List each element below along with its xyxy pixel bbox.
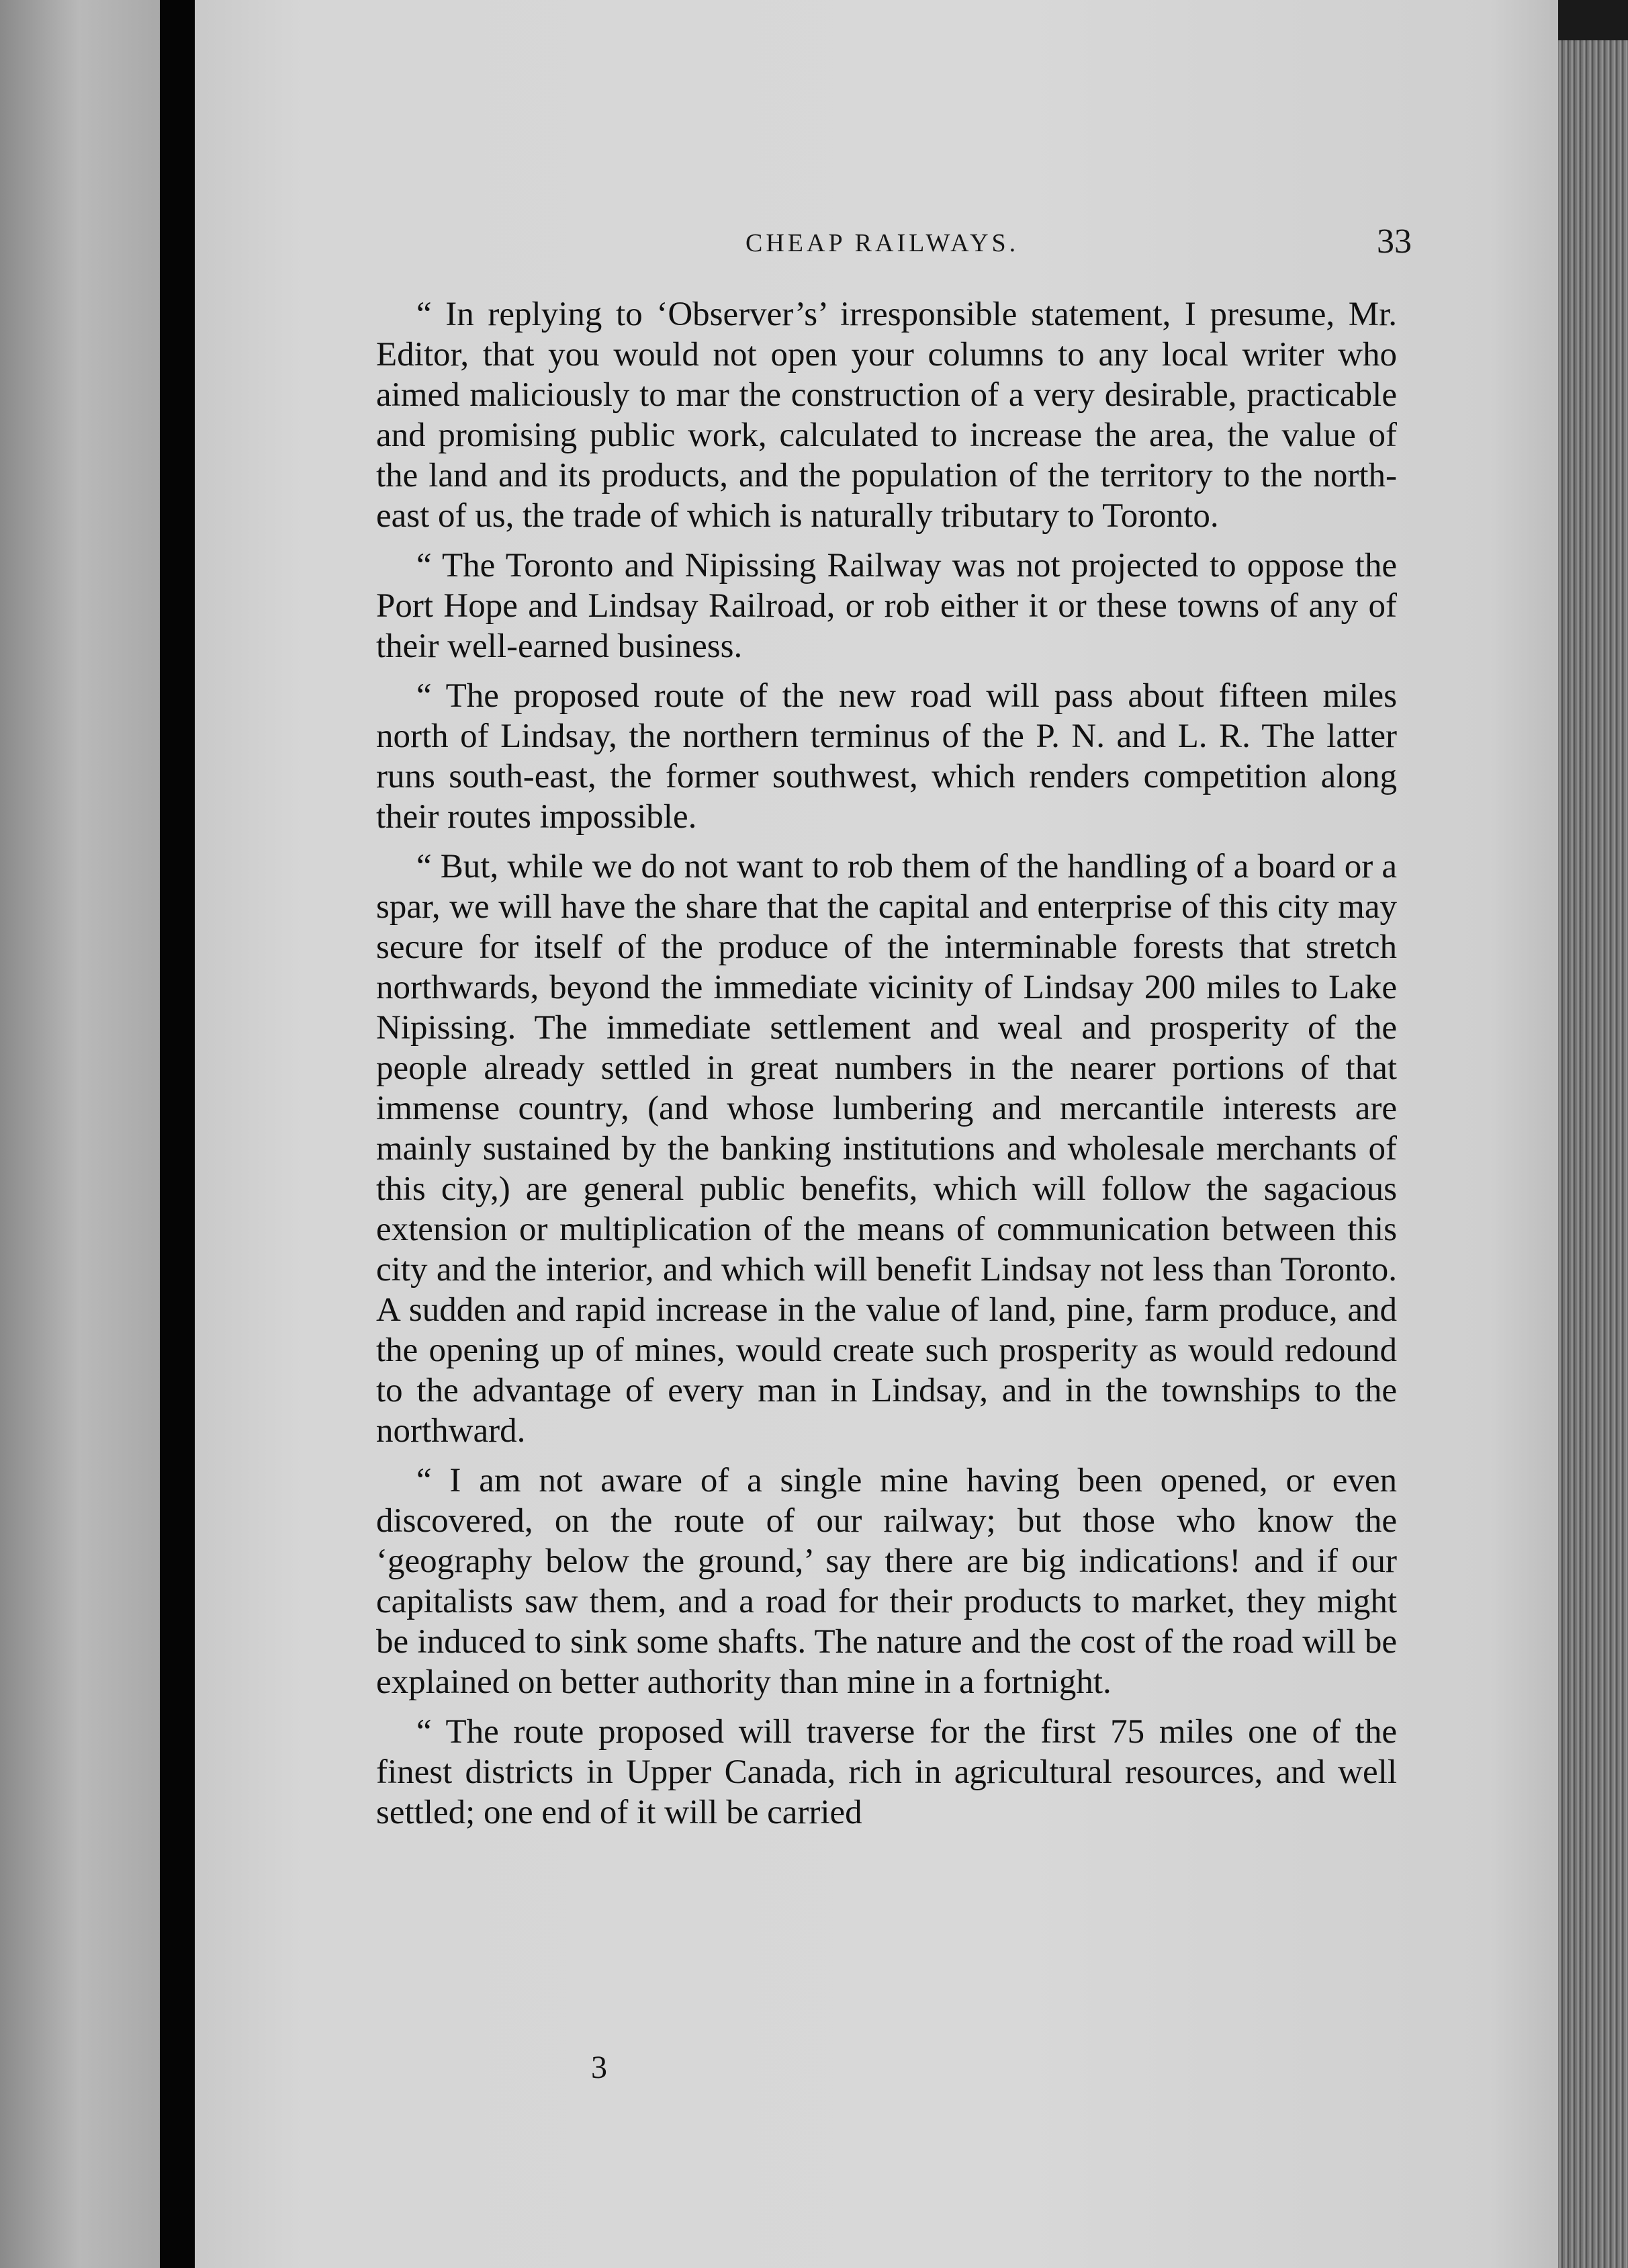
book-gutter — [160, 0, 195, 2268]
running-head: CHEAP RAILWAYS. — [745, 229, 1020, 257]
signature-mark: 3 — [591, 2050, 607, 2085]
paragraph: “ The route proposed will traverse for the first 75 miles one of the finest districts in Upper Canada, rich in agricultural resources, and well settled; one end of it will be carried — [376, 1713, 1397, 1831]
paragraph: “ The proposed route of the new road will pass about fifteen miles north of Lindsay, the northern terminus of the P. N. and L. R. The latter runs south-east, the former southwest, which renders competition along their routes impossible. — [376, 677, 1397, 836]
paragraph: “ In replying to ‘Observer’s’ irresponsible statement, I presume, Mr. Editor, that you would not open your columns to any local writer who aimed maliciously to mar the construction of a very desirable, practicable and promising public work, calculated to increase the area, the value of the land and its products, and the population of the territory to the north-east of us, the trade of which is naturally tributary to Toronto. — [376, 296, 1397, 535]
page-stack-edges — [1558, 40, 1628, 2268]
previous-page-edge — [0, 0, 160, 2268]
paragraph: “ I am not aware of a single mine having been opened, or even discovered, on the route of our railway; but those who know the ‘geography below the ground,’ say there are big indications! and if our capitalists saw them, and a road for their products to market, they might be induced to sink some shafts. The nature and the cost of the road will be explained on better authority than mine in a fortnight. — [376, 1462, 1397, 1701]
paragraph: “ But, while we do not want to rob them of the handling of a board or a spar, we will have the share that the capital and enterprise of this city may secure for itself of the produce of the interminable forests that stretch northwards, beyond the immediate vicinity of Lindsay 200 miles to Lake Nipissing. The immediate settlement and weal and prosperity of the people already settled in great numbers in the nearer portions of that immense country, (and whose lumbering and mercantile interests are mainly sustained by the banking institutions and wholesale merchants of this city,) are general public benefits, which will follow the sagacious extension or multiplication of the means of communication between this city and the interior, and which will benefit Lindsay not less than Toronto. A sudden and rapid increase in the value of land, pine, farm produce, and the opening up of mines, would create such prosperity as would redound to the advantage of every man in Lindsay, and in the townships to the northward. — [376, 848, 1397, 1450]
paragraph: “ The Toronto and Nipissing Railway was not projected to oppose the Port Hope and Lindsay Railroad, or rob either it or these towns of any of their well-earned business. — [376, 547, 1397, 665]
page-edges-top — [1558, 0, 1628, 40]
page-number: 33 — [1377, 222, 1412, 261]
body-text — [376, 294, 1397, 1842]
